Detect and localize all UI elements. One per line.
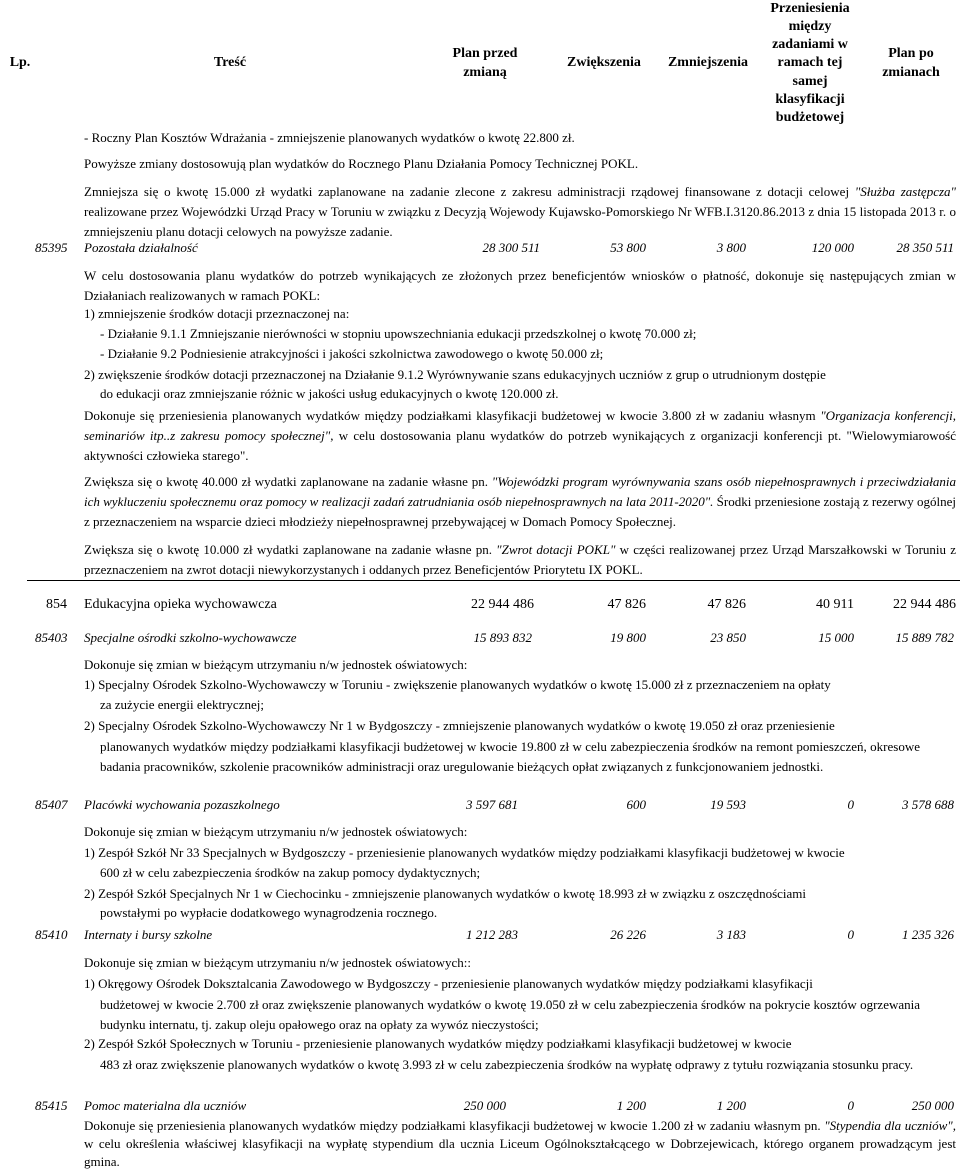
row-zwiekszenia: 26 226 (610, 927, 646, 942)
row-plan-przed: 22 944 486 (471, 597, 534, 612)
row-name: Internaty i bursy szkolne (84, 927, 213, 942)
row-zmniejszenia: 23 850 (710, 630, 746, 645)
desc-85407-p4: 2) Zespół Szkół Specjalnych Nr 1 w Ciechocinku - zmniejszenie planowanych wydatków o kwotę 18.993 zł w związku z oszczędnościami (84, 886, 807, 901)
row-zwiekszenia: 1 200 (616, 1098, 646, 1113)
row-przeniesienia: 120 000 (811, 240, 854, 255)
row-code: 85403 (35, 630, 68, 645)
desc-85395-p9: Zwiększa się o kwotę 10.000 zł wydatki zaplanowane na zadanie własne pn. "Zwrot dotacji POKL" w części realizowanej przez Urząd Marszałkowski w Toruniu z przeznaczeniem na zwrot dotacji niewykorzystanych i oddanych przez Beneficjentów Priorytetu IX POKL. (84, 542, 957, 577)
row-plan-po: 15 889 782 (895, 630, 954, 645)
desc-85415-p1: Dokonuje się przeniesienia planowanych wydatków między podziałkami klasyfikacji budżetowej w kwocie 1.200 zł w zadaniu własnym pn. "Stypendia dla uczniów", w celu określenia właściwej klasyfikacji na wypłatę stypendium dla ucznia Liceum Ogólnokształcącego w Dobrzejewicach, którego organem prowadzącym jest gmina. (84, 1118, 957, 1169)
desc-85403-p1: Dokonuje się zmian w bieżącym utrzymaniu n/w jednostek oświatowych: (84, 657, 468, 672)
desc-85395-p1: W celu dostosowania planu wydatków do potrzeb wynikających ze złożonych przez beneficjentów wniosków o płatność, dokonuje się następujących zmian w Działaniach realizowanych w ramach POKL: (84, 268, 956, 303)
row-zwiekszenia: 600 (626, 797, 646, 812)
header-przeniesienia: Przeniesienia między zadaniami w ramach tej samej klasyfikacji budżetowej (770, 0, 850, 125)
row-zwiekszenia: 47 826 (607, 597, 646, 612)
row-name: Placówki wychowania pozaszkolnego (84, 797, 280, 812)
top-line-2: Powyższe zmiany dostosowują plan wydatków do Rocznego Planu Działania Pomocy Technicznej POKL. (84, 156, 639, 171)
desc-85395-p5: 2) zwiększenie środków dotacji przeznaczonej na Działanie 9.1.2 Wyrównywanie szans edukacyjnych uczniów z grup o utrudnionym dostępie (84, 367, 826, 382)
desc-85395-p4: - Działanie 9.2 Podniesienie atrakcyjności i jakości szkolnictwa zawodowego o kwotę 50.000 zł; (100, 346, 604, 361)
desc-85395-p7: Dokonuje się przeniesienia planowanych wydatków między podziałkami klasyfikacji budżetowej w kwocie 3.800 zł w zadaniu własnym "Organizacja konferencji, seminariów itp..z zakresu pomocy społecznej", w celu dostosowania planu wydatków do potrzeb wynikających z organizacji konferencji pt. "Wielowymiarowość aktywności człowieka starego". (84, 408, 957, 463)
desc-85410-p5: 483 zł oraz zwiększenie planowanych wydatków o kwotę 3.993 zł w celu zabezpieczenia środków na wypłatę odprawy z tytułu rozwiązania stosunku pracy. (100, 1057, 914, 1072)
desc-85395-p2: 1) zmniejszenie środków dotacji przeznaczonej na: (84, 306, 350, 321)
row-code: 854 (46, 597, 67, 612)
row-przeniesienia: 0 (847, 927, 854, 942)
row-zwiekszenia: 53 800 (610, 240, 646, 255)
row-zmniejszenia: 19 593 (710, 797, 746, 812)
desc-85407-p5: powstałymi po wypłacie dodatkowego wynagrodzenia rocznego. (100, 905, 438, 920)
row-plan-po: 3 578 688 (902, 797, 954, 812)
row-zmniejszenia: 47 826 (707, 597, 746, 612)
desc-85410-p4: 2) Zespół Szkół Społecznych w Toruniu - przeniesienie planowanych wydatków między podziałkami klasyfikacji budżetowej w kwocie (84, 1036, 792, 1051)
row-name: Specjalne ośrodki szkolno-wychowawcze (84, 630, 297, 645)
row-zmniejszenia: 1 200 (716, 1098, 746, 1113)
row-zmniejszenia: 3 183 (716, 927, 746, 942)
row-przeniesienia: 0 (847, 1098, 854, 1113)
section-separator (27, 580, 960, 581)
desc-85395-p8: Zwiększa się o kwotę 40.000 zł wydatki zaplanowane na zadanie własne pn. "Wojewódzki program wyrównywania szans osób niepełnosprawnych i przeciwdziałania ich wykluczeniu społecznemu oraz pomocy w realizacji zadań zatrudniania osób niepełnosprawnych na lata 2011-2020". Środki przeniesione zostają z rezerwy ogólnej z przeznaczeniem na wsparcie dzieci młodzieży niepełnosprawnej przebywającej w Domach Pomocy Społecznej. (84, 474, 956, 529)
header-zwiekszenia: Zwiększenia (567, 55, 641, 71)
table-header (0, 0, 960, 127)
header-zmniejszenia: Zmniejszenia (667, 55, 749, 71)
header-plan-po: Plan po zmianach (882, 45, 940, 80)
row-name: Pomoc materialna dla uczniów (84, 1098, 247, 1113)
row-code: 85410 (35, 927, 68, 942)
row-code: 85407 (35, 797, 68, 812)
row-przeniesienia: 15 000 (818, 630, 854, 645)
row-plan-po: 28 350 511 (896, 240, 954, 255)
row-plan-przed: 1 212 283 (466, 927, 518, 942)
row-code: 85415 (35, 1098, 68, 1113)
top-line-1: - Roczny Plan Kosztów Wdrażania - zmniejszenie planowanych wydatków o kwotę 22.800 zł. (84, 130, 575, 145)
desc-85395-p6: do edukacji oraz zmniejszanie różnic w jakości usług edukacyjnych o kwotę 120.000 zł. (100, 386, 559, 401)
row-przeniesienia: 0 (847, 797, 854, 812)
desc-85407-p3: 600 zł w celu zabezpieczenia środków na zakup pomocy dydaktycznych; (100, 865, 481, 880)
desc-85410-p3: budżetowej w kwocie 2.700 zł oraz zwiększenie planowanych wydatków o kwotę 19.050 zł w celu zabezpieczenia środków na pokrycie kosztów ogrzewania budynku internatu, tj. zakup oleju opałowego oraz na opłaty za wywóz nieczystości; (100, 997, 920, 1032)
header-tresc: Treść (213, 55, 247, 71)
desc-85403-p4: 2) Specjalny Ośrodek Szkolno-Wychowawczy Nr 1 w Bydgoszczy - zmniejszenie planowanych wydatków o kwotę 19.050 zł oraz przeniesienie (84, 718, 835, 733)
top-paragraph: Zmniejsza się o kwotę 15.000 zł wydatki zaplanowane na zadanie zlecone z zakresu administracji rządowej finansowane z dotacji celowej "Służba zastępcza" realizowane przez Wojewódzki Urząd Pracy w Toruniu w związku z Decyzją Wojewody Kujawsko-Pomorskiego Nr WFB.I.3120.86.2013 z dnia 15 listopada 2013 r. o zmniejszeniu planu dotacji celowych na powyższe zadanie. (84, 184, 957, 239)
row-plan-przed: 3 597 681 (466, 797, 518, 812)
row-plan-po: 250 000 (911, 1098, 954, 1113)
row-zmniejszenia: 3 800 (716, 240, 746, 255)
desc-85403-p3: za zużycie energii elektrycznej; (100, 697, 264, 712)
desc-85395-p3: - Działanie 9.1.1 Zmniejszanie nierówności w stopniu upowszechniania edukacji przedszkolnej o kwotę 70.000 zł; (100, 326, 697, 341)
row-name: Pozostała działalność (84, 240, 198, 255)
desc-85407-p1: Dokonuje się zmian w bieżącym utrzymaniu n/w jednostek oświatowych: (84, 824, 468, 839)
desc-85410-p2: 1) Okręgowy Ośrodek Doksztalcania Zawodowego w Bydgoszczy - przeniesienie planowanych wydatków między podziałkami klasyfikacji (84, 976, 813, 991)
desc-85403-p5: planowanych wydatków między podziałkami klasyfikacji budżetowej w kwocie 19.800 zł w celu zabezpieczenia środków na remont pomieszczeń, okresowe badania pracowników, szkolenie pracowników administracji oraz uregulowanie bieżących opłat związanych z funkcjonowaniem jednostki. (100, 739, 920, 774)
row-plan-przed: 15 893 832 (473, 630, 532, 645)
row-plan-po: 1 235 326 (902, 927, 954, 942)
row-plan-po: 22 944 486 (893, 597, 956, 612)
row-plan-przed: 250 000 (463, 1098, 506, 1113)
row-przeniesienia: 40 911 (816, 597, 854, 612)
desc-85407-p2: 1) Zespół Szkół Nr 33 Specjalnych w Bydgoszczy - przeniesienie planowanych wydatków między podziałkami klasyfikacji budżetowej w kwocie (84, 845, 845, 860)
row-zwiekszenia: 19 800 (610, 630, 646, 645)
desc-85403-p2: 1) Specjalny Ośrodek Szkolno-Wychowawczy w Toruniu - zwiększenie planowanych wydatków o kwotę 15.000 zł z przeznaczeniem na opłaty (84, 677, 831, 692)
header-lp: Lp. (9, 55, 31, 71)
row-name: Edukacyjna opieka wychowawcza (84, 597, 277, 612)
header-plan-przed: Plan przed zmianą (452, 45, 518, 80)
row-plan-przed: 28 300 511 (482, 240, 540, 255)
row-code: 85395 (35, 240, 68, 255)
desc-85410-p1: Dokonuje się zmian w bieżącym utrzymaniu n/w jednostek oświatowych:: (84, 955, 472, 970)
